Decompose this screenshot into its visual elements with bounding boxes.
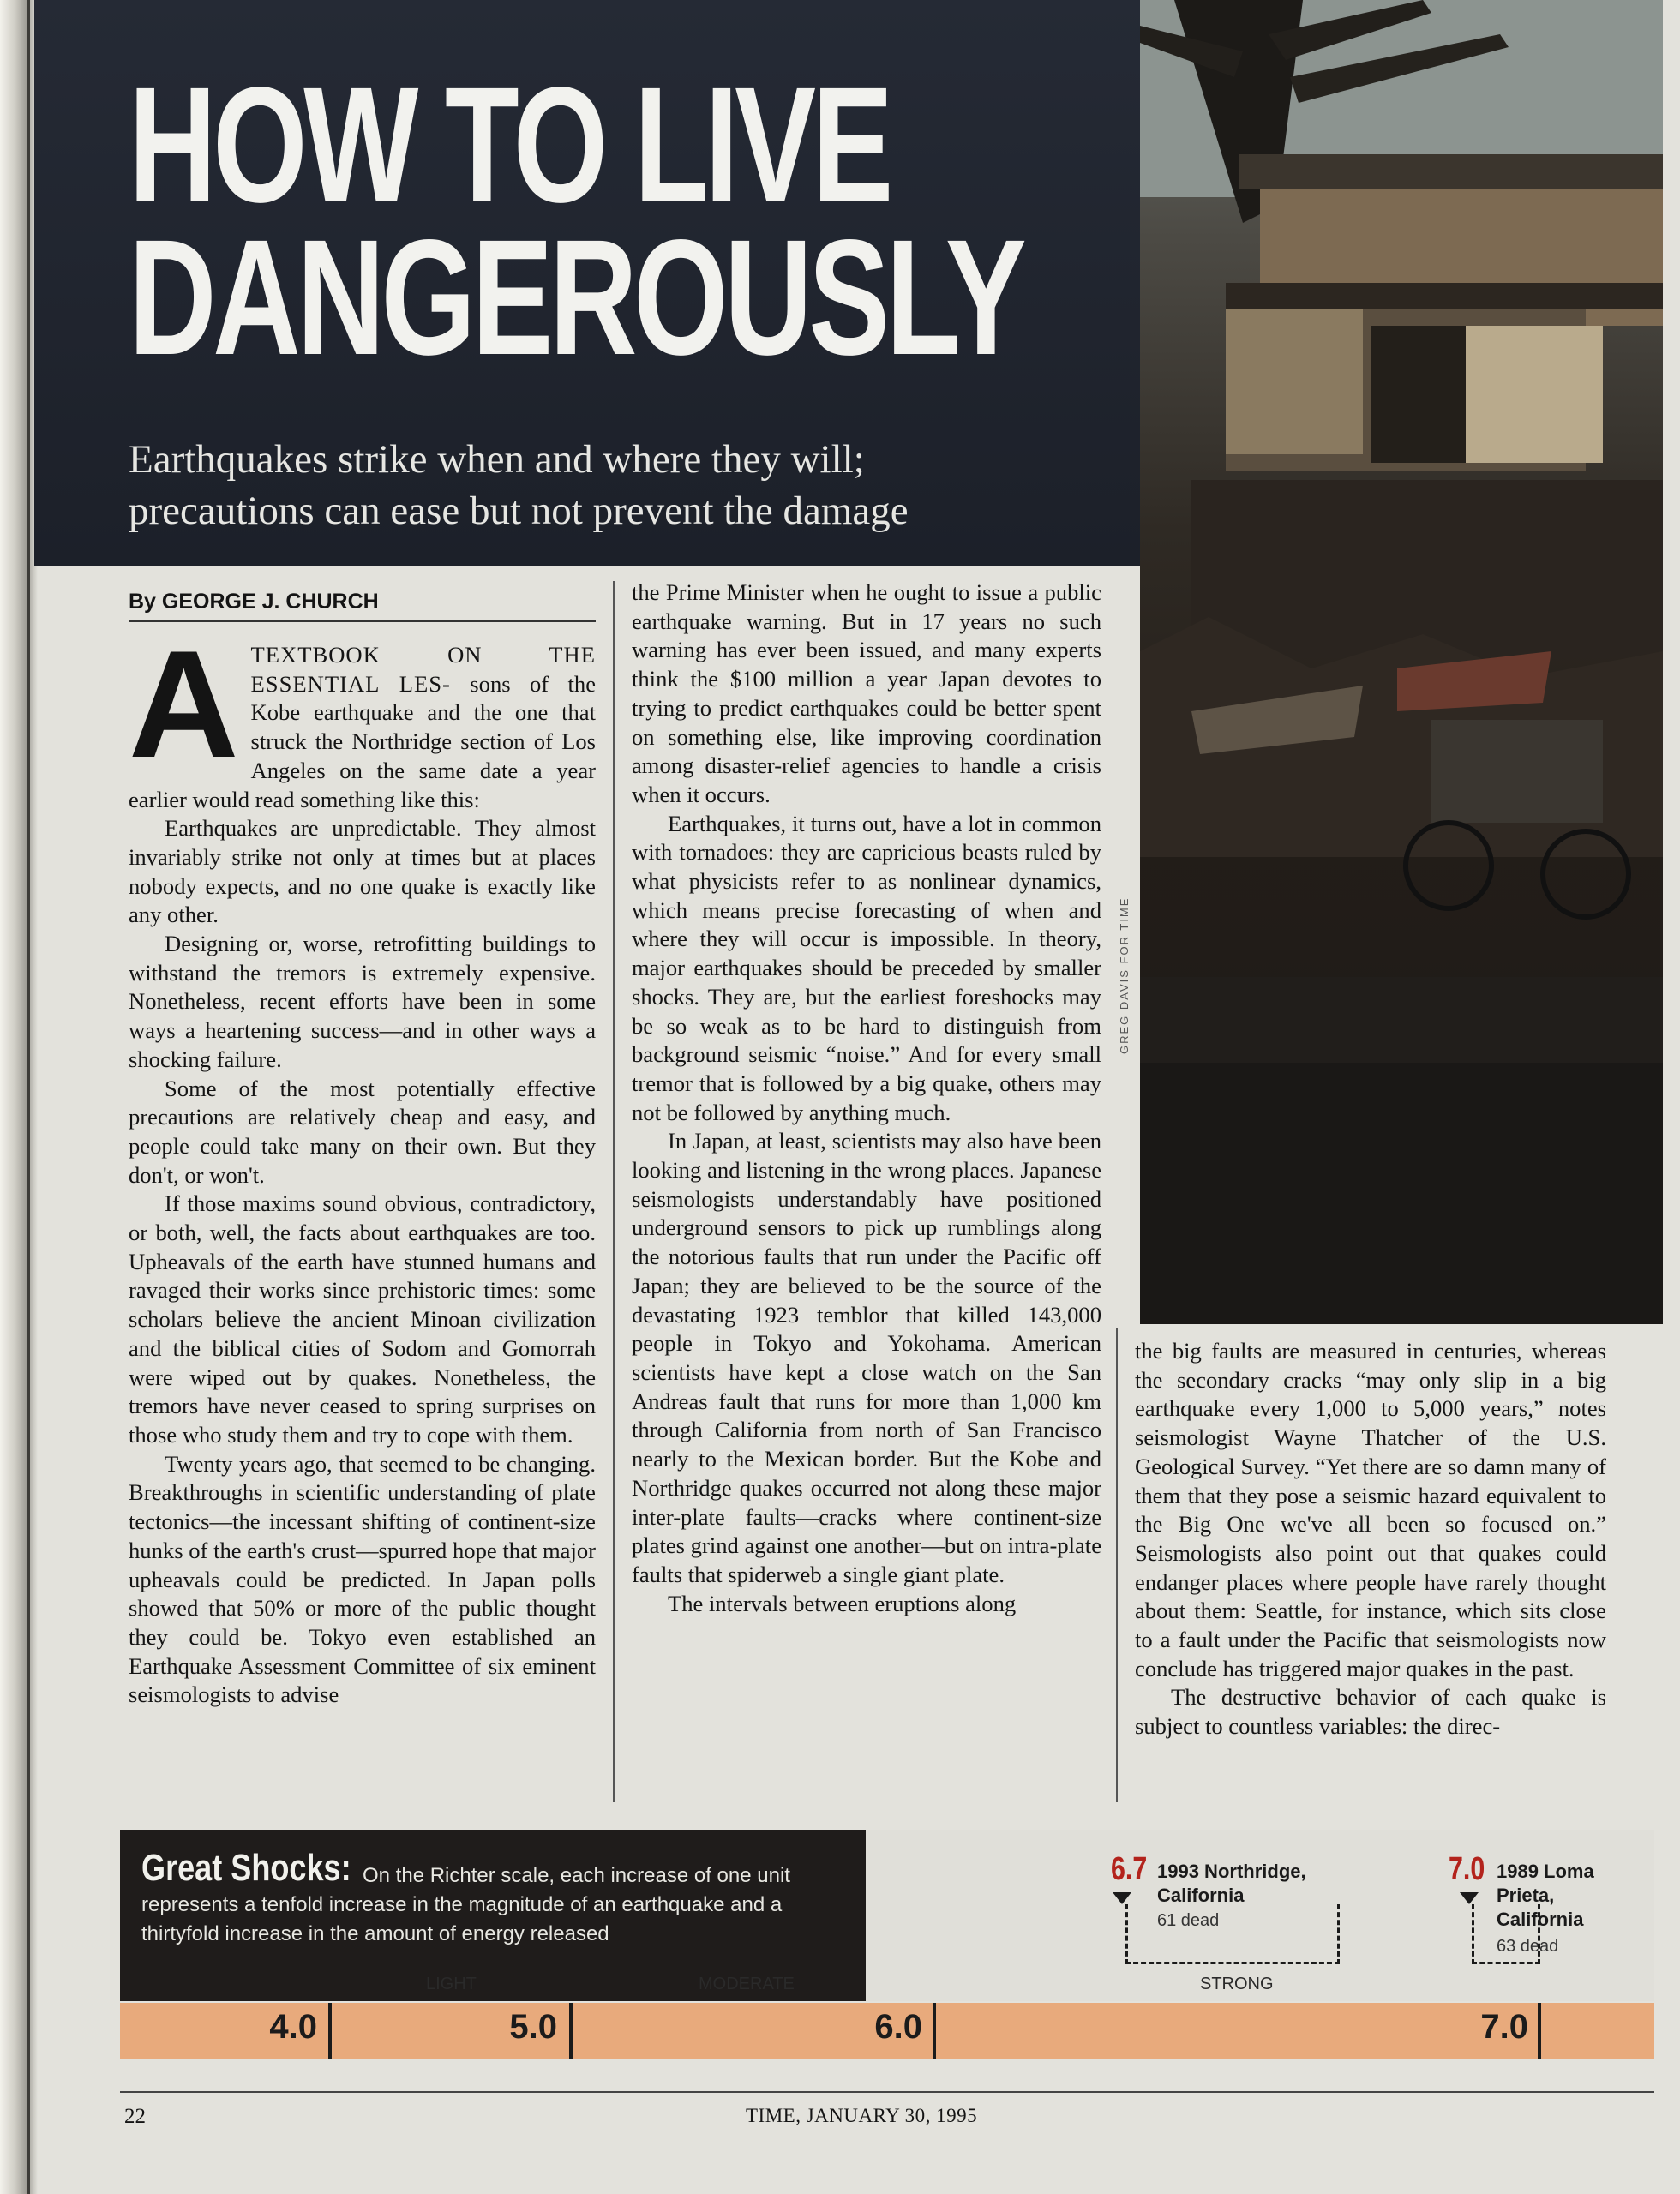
page-number: 22 <box>124 2105 146 2128</box>
tick-6-0: 6.0 <box>874 2008 922 2046</box>
headline <box>129 52 1023 389</box>
tick-line-5-0 <box>569 2003 573 2059</box>
photo-credit: GREG DAVIS FOR TIME <box>1118 896 1131 1054</box>
opening-smallcaps: TEXTBOOK ON THE ESSENTIAL LES- <box>250 642 596 697</box>
article-column-3 <box>1135 1337 1606 1741</box>
quake-name-line: 1989 Loma <box>1497 1861 1594 1882</box>
subhead-line-1: Earthquakes strike when and where they will; <box>129 437 865 482</box>
quake-name-line: Prieta, <box>1497 1885 1555 1906</box>
subheadline <box>129 434 1123 537</box>
tick-4-0: 4.0 <box>269 2008 317 2046</box>
opening-text: sons of the Kobe earthquake and the one that struck the Northridge section of Los Angeles on the same date a year earlier would read something like this: <box>129 670 596 812</box>
connector-northridge <box>1125 1904 1340 1964</box>
quake-name-line: 1993 Northridge, <box>1157 1861 1306 1882</box>
connector-loma-prieta <box>1472 1904 1540 1964</box>
scale-label-strong: STRONG <box>1200 1975 1274 1993</box>
photo-drawing <box>1140 0 1663 1324</box>
article-paragraph: In Japan, at least, scientists may also have been looking and listening in the wrong places. Japanese seismologists understandably have positioned underground sensors to pick up rumblings along the notorious faults that run under the Pacific off Japan; they are believed to be the source of the devastating 1923 temblor that killed 143,000 people in Tokyo and Yokohama. American scientists have kept a close watch on the San Andreas fault that runs for more than 1,000 km through California from north of San Francisco nearly to the Mexican border. But the Kobe and Northridge quakes occurred not along these major inter-plate faults—cracks where continent-size plates grind against one another—but on intra-plate faults that spiderweb a single giant plate. <box>632 1128 1101 1587</box>
quake-magnitude-loma-prieta: 7.0 <box>1449 1851 1485 1887</box>
scale-label-light: LIGHT <box>426 1975 477 1993</box>
article-paragraph: Designing or, worse, retrofitting buildings to withstand the tremors is extremely expensive. Nonetheless, recent efforts have been in some ways a heartening success—and in other ways a shocking failure. <box>129 931 596 1072</box>
article-continuation: the Prime Minister when he ought to issue a public earthquake warning. But in 17 years no such warning has ever been issued, and many experts think the $100 million a year Japan devotes to trying to predict earthquakes could be better spent on something else, like improving coordination among disaster-relief agencies to handle a crisis when it occurs. <box>632 579 1101 807</box>
article-paragraph: Earthquakes, it turns out, have a lot in common with tornadoes: they are capricious beasts ruled by what physicists refer to as nonlinear dynamics, which means precise forecasting of when and where they will occur is impossible. In theory, major earthquakes should be preceded by smaller shocks. They are, but the earliest foreshocks may be so weak as to be hard to distinguish from background seismic “noise.” And for every small tremor that is followed by a big quake, others may not be followed by anything much. <box>632 810 1101 1125</box>
byline: By GEORGE J. CHURCH <box>129 590 596 622</box>
marker-pin-icon <box>1113 1892 1131 1904</box>
headline-line-1: HOW TO LIVE <box>129 52 890 237</box>
quake-deaths-northridge: 61 dead <box>1157 1911 1220 1930</box>
tick-line-6-0 <box>933 2003 936 2059</box>
tick-line-4-0 <box>328 2003 332 2059</box>
photo-collapsed-house <box>1140 0 1663 1324</box>
opening-paragraph <box>129 619 596 814</box>
quake-deaths-loma-prieta: 63 dead <box>1497 1937 1559 1956</box>
article-paragraph: Earthquakes are unpredictable. They almost invariably strike not only at times but at places nobody expects, and no one quake is exactly like any other. <box>129 815 596 928</box>
article-column-1 <box>129 619 596 1710</box>
quake-name-northridge <box>1157 1860 1306 1908</box>
great-shocks-lead: On the Richter scale, each increase of one unit represents a tenfold increase in the magnitude of an earthquake and a thirtyfold increase in the amount of energy released <box>141 1864 790 1945</box>
spine-line <box>27 0 30 2194</box>
article-paragraph: Some of the most potentially effective precautions are relatively cheap and easy, and people could take many on their own. But they don't, or won't. <box>129 1075 596 1188</box>
article-column-2 <box>632 578 1101 1618</box>
tick-line-7-0 <box>1538 2003 1541 2059</box>
page-spine <box>0 0 38 2194</box>
great-shocks-title: Great Shocks: <box>141 1847 351 1889</box>
article-paragraph: The intervals between eruptions along <box>668 1590 1017 1616</box>
quake-name-line: California <box>1497 1909 1584 1930</box>
article-paragraph: Twenty years ago, that seemed to be changing. Breakthroughs in scientific understanding of plate tectonics—the incessant shifting of continent-size hunks of the earth's crust—spurred hope that major upheavals could be predicted. In Japan polls showed that 50% or more of the public thought they could be. Tokyo even established an Earthquake Assessment Committee of six eminent seismologists to advise <box>129 1450 596 1708</box>
great-shocks-description <box>141 1861 861 1949</box>
marker-pin-icon <box>1460 1892 1479 1904</box>
publication-date: TIME, JANUARY 30, 1995 <box>746 2105 978 2126</box>
footer-rule <box>120 2091 1654 2093</box>
quake-magnitude-northridge: 6.7 <box>1111 1851 1148 1887</box>
column-rule-1 <box>613 581 615 1802</box>
article-paragraph: The destructive behavior of each quake is subject to countless variables: the direc- <box>1135 1684 1606 1740</box>
article-paragraph: If those maxims sound obvious, contradictory, or both, well, the facts about earthquakes are too. Upheavals of the earth have stunned humans and ravaged their works since prehistoric times: some scholars believe the ancient Minoan civilization and the biblical cities of Sodom and Gomorrah were wiped out by quakes. Nonetheless, the tremors have never ceased to spring surprises on those who study them and try to cope with them. <box>129 1190 596 1448</box>
article-continuation: the big faults are measured in centuries, whereas the secondary cracks “may only slip in a big earthquake every 1,000 to 5,000 years,” notes seismologist Wayne Thatcher of the U.S. Geological Survey. “Yet there are so damn many of them that they pose a seismic hazard equivalent to the Big One we've all been so focused on.” Seismologists also point out that quakes could endanger places where people have rarely thought about them: Seattle, for instance, which sits close to a fault under the Pacific that seismologists now conclude has triggered major quakes in the past. <box>1135 1338 1606 1681</box>
column-rule-2 <box>1116 1328 1118 1802</box>
subhead-line-2: precautions can ease but not prevent the damage <box>129 489 909 533</box>
tick-7-0: 7.0 <box>1480 2008 1528 2046</box>
scale-label-moderate: MODERATE <box>699 1975 795 1993</box>
headline-line-2: DANGEROUSLY <box>129 205 1023 389</box>
quake-name-line: California <box>1157 1885 1245 1906</box>
drop-cap: A <box>129 619 239 789</box>
tick-5-0: 5.0 <box>509 2008 557 2046</box>
